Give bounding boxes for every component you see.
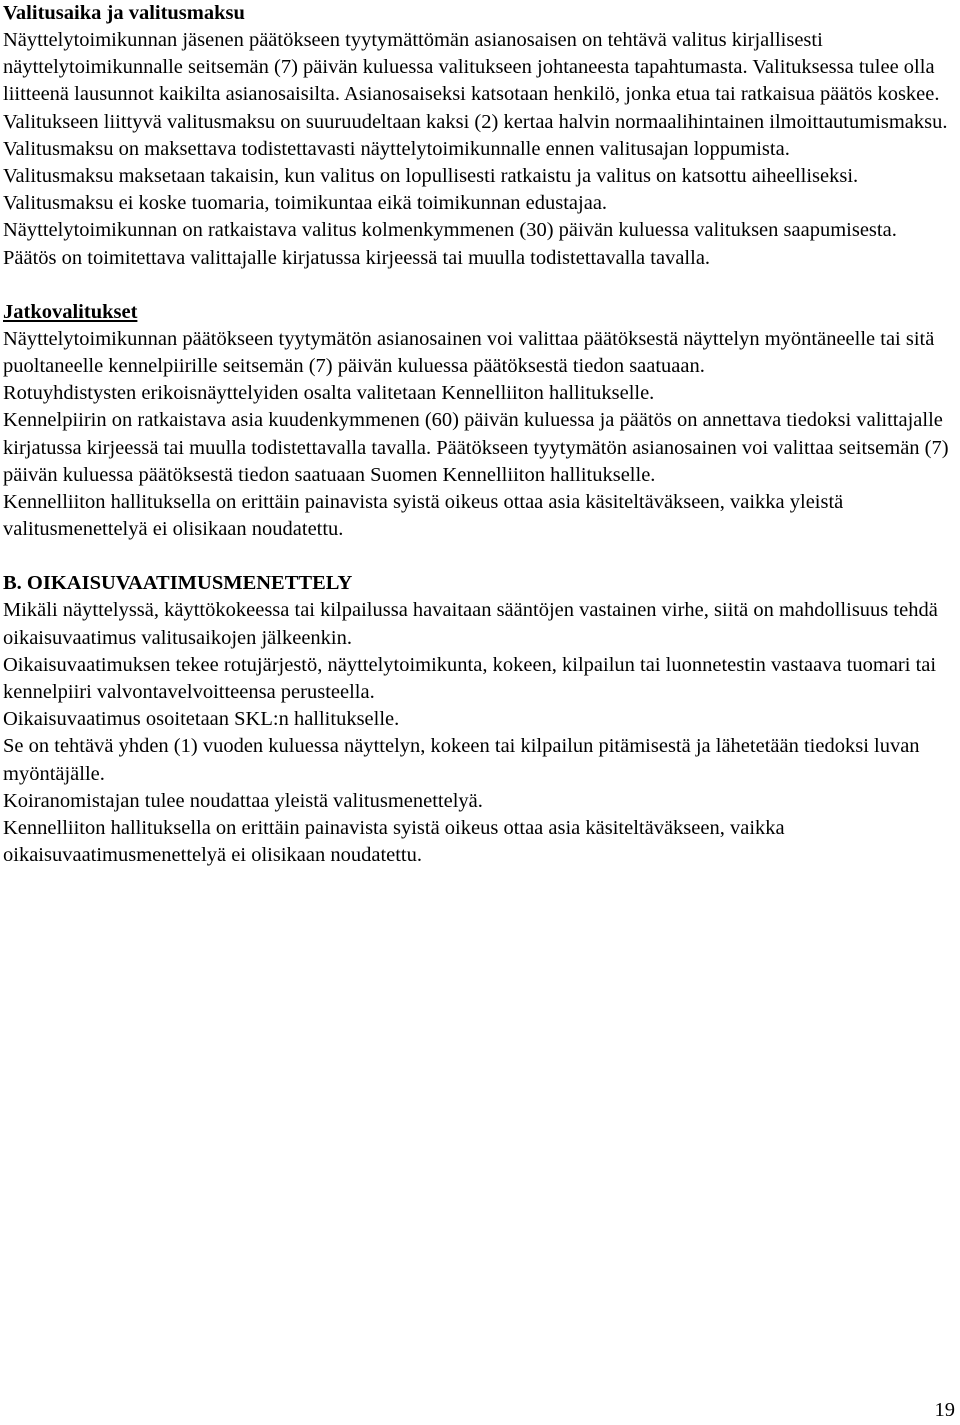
paragraph: Kennelliiton hallituksella on erittäin painavista syistä oikeus ottaa asia käsiteltäväkseen, vaikka yleistä valitusmenettelyä ei olisikaan noudatettu. bbox=[3, 491, 844, 541]
paragraph: Mikäli näyttelyssä, käyttökokeessa tai kilpailussa havaitaan sääntöjen vastainen virhe, siitä on mahdollisuus tehdä oikaisuvaatimus valitusaikojen jälkeenkin. bbox=[3, 599, 938, 649]
paragraph: Kennelliiton hallituksella on erittäin painavista syistä oikeus ottaa asia käsiteltäväkseen, vaikka oikaisuvaatimusmenettelyä ei olisikaan noudatettu. bbox=[3, 817, 785, 867]
section-heading-jatkovalitukset: Jatkovalitukset bbox=[3, 300, 138, 323]
paragraph: Kennelpiirin on ratkaistava asia kuudenkymmenen (60) päivän kuluessa ja päätös on annettava tiedoksi valittajalle kirjatussa kirjeessä tai muulla todistettavalla tavalla. Päätökseen tyytymätön asianosainen voi valittaa seitsemän (7) päivän kuluessa päätöksestä tiedon saatuaan Suomen Kennelliiton hallitukselle. bbox=[3, 409, 949, 486]
paragraph: Valitusmaksu ei koske tuomaria, toimikuntaa eikä toimikunnan edustajaa. bbox=[3, 192, 608, 215]
section-spacer bbox=[3, 543, 953, 570]
paragraph: Koiranomistajan tulee noudattaa yleistä valitusmenettelyä. bbox=[3, 789, 483, 812]
paragraph: Valitukseen liittyvä valitusmaksu on suuruudeltaan kaksi (2) kertaa halvin normaalihintainen ilmoittautumismaksu. Valitusmaksu on maksettava todistettavasti näyttelytoimikunnalle ennen valitusajan loppumista. bbox=[3, 110, 948, 160]
paragraph: Oikaisuvaatimus osoitetaan SKL:n hallitukselle. bbox=[3, 708, 400, 731]
paragraph: Oikaisuvaatimuksen tekee rotujärjestö, näyttelytoimikunta, kokeen, kilpailun tai luonnetestin vastaava tuomari tai kennelpiiri valvontavelvoitteensa perusteella. bbox=[3, 653, 937, 704]
section-heading-oikaisuvaatimusmenettely: B. OIKAISUVAATIMUSMENETTELY bbox=[3, 572, 353, 595]
section-heading-valitusaika: Valitusaika ja valitusmaksu bbox=[3, 2, 245, 24]
paragraph: Rotuyhdistysten erikoisnäyttelyiden osalta valitetaan Kennelliiton hallitukselle. bbox=[3, 382, 655, 405]
paragraph: Näyttelytoimikunnan on ratkaistava valitus kolmenkymmenen (30) päivän kuluessa valituksen saapumisesta. Päätös on toimitettava valittajalle kirjatussa kirjeessä tai muulla todistettavalla tavalla. bbox=[3, 219, 897, 269]
document-page bbox=[3, 0, 953, 869]
paragraph: Näyttelytoimikunnan päätökseen tyytymätön asianosainen voi valittaa päätöksestä näyttelyn myöntäneelle tai sitä puoltaneelle kennelpiirille seitsemän (7) päivän kuluessa päätöksestä tiedon saatuaan. bbox=[3, 327, 935, 378]
paragraph: Se on tehtävä yhden (1) vuoden kuluessa näyttelyn, kokeen tai kilpailun pitämisestä ja lähetetään tiedoksi luvan myöntäjälle. bbox=[3, 735, 920, 785]
section-spacer bbox=[3, 272, 953, 299]
paragraph: Valitusmaksu maksetaan takaisin, kun valitus on lopullisesti ratkaistu ja valitus on katsottu aiheelliseksi. bbox=[3, 165, 859, 188]
paragraph: Näyttelytoimikunnan jäsenen päätökseen tyytymättömän asianosaisen on tehtävä valitus kirjallisesti näyttelytoimikunnalle seitsemän (7) päivän kuluessa valitukseen johtaneesta tapahtumasta. Valituksessa tulee olla liitteenä lausunnot kaikilta asianosaisilta. Asianosaiseksi katsotaan henkilö, jonka etua tai ratkaisua päätös koskee. bbox=[3, 29, 940, 106]
page-number: 19 bbox=[934, 1399, 955, 1421]
